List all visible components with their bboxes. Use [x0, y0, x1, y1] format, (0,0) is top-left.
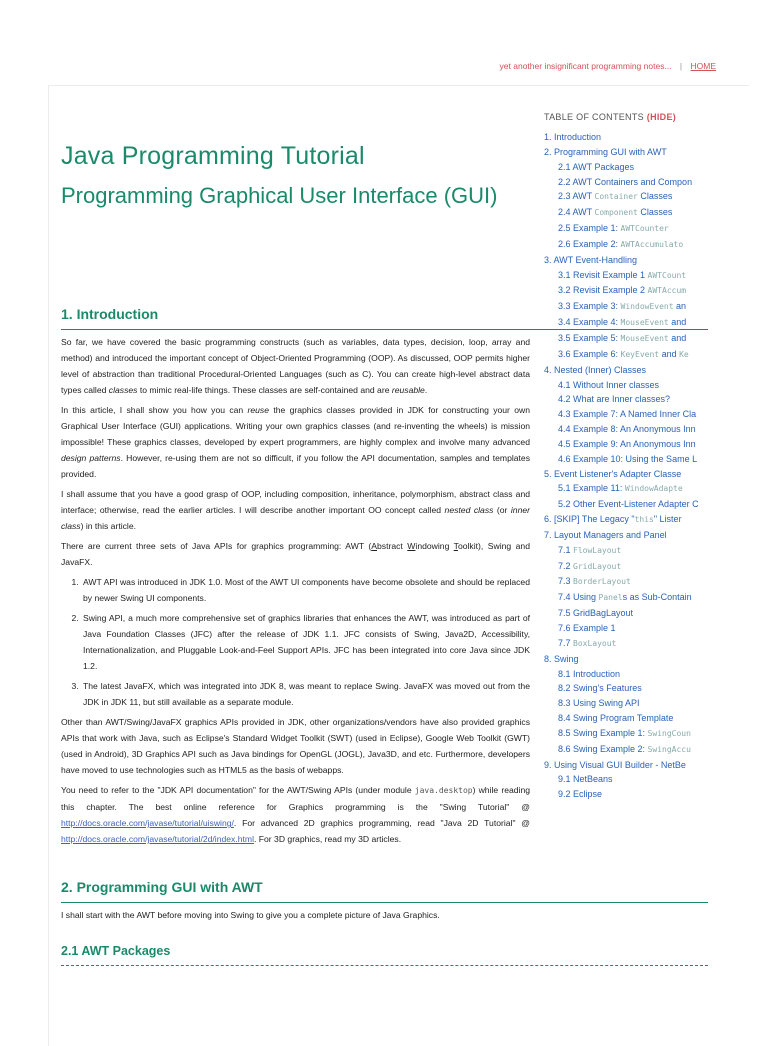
toc-link-code: SwingAccu [647, 744, 691, 754]
toc-link[interactable] [544, 315, 708, 331]
toc-link-text: 5.1 Example 11: [558, 483, 625, 494]
toc-link-text: 7.1 [558, 544, 574, 555]
topbar-separator: | [679, 61, 683, 71]
toc-link[interactable] [544, 130, 708, 145]
toc-link-text: 1. Introduction [544, 132, 602, 142]
site-topbar [500, 61, 716, 71]
toc-link[interactable] [544, 652, 708, 667]
section-awt-paragraph: I shall start with the AWT before moving into Swing to give you a complete picture of Java Graphics. [61, 910, 440, 920]
text-run: ) while reading this chapter. The best online reference for Graphics programming is the "Swing Tutorial" @ [61, 785, 531, 812]
toc-link[interactable] [544, 543, 708, 559]
section-awt-packages [61, 943, 708, 966]
toc-link-text: 2.2 AWT Containers and Compon [558, 176, 693, 187]
toc-link-code: Panel [598, 593, 623, 603]
toc-link-code: Component [594, 208, 638, 218]
page-subtitle: Programming Graphical User Interface (GUI) [61, 183, 498, 208]
intro-paragraph-3 [61, 486, 530, 534]
toc-link-text: 4.4 Example 8: An Anonymous Inn [558, 424, 696, 435]
toc-link[interactable] [544, 467, 708, 482]
list-item: 1. AWT API was introduced in JDK 1.0. Most of the AWT UI components have become obsolete and should be replaced by newer Swing UI components. [81, 574, 530, 606]
intro-paragraph-4 [61, 538, 530, 570]
toc-link-text: 9. Using Visual GUI Builder - NetBe [544, 759, 686, 770]
intro-paragraph-1 [61, 334, 530, 398]
toc-link-text: 2.6 Example 2: [558, 238, 621, 249]
toc-link[interactable] [544, 452, 708, 467]
toc-link-code: FlowLayout [573, 545, 622, 555]
text-run: . For 3D graphics, read my 3D articles. [253, 834, 402, 844]
reference-link[interactable]: http://docs.oracle.com/javase/tutorial/uiswing/ [61, 818, 234, 828]
emphasis-text: reuse [247, 405, 269, 415]
toc-link-text: an [673, 301, 687, 312]
toc-link-code: MouseEvent [620, 318, 669, 328]
toc-link-text: 2.5 Example 1: [558, 223, 621, 234]
toc-link-code: Ke [679, 349, 689, 359]
toc-link[interactable] [544, 636, 708, 652]
toc-link-text: s as Sub-Contain [622, 592, 692, 603]
text-run: So far, we have covered the basic programming constructs (such as variables, data types, decision, loop, array and method) and introduced the important concept of Object-Oriented Programming (OOP). As discussed, OOP permits higher level of abstraction than traditional Procedural-Oriented Languages (such as C). You can create high-level abstract data types called [61, 337, 530, 395]
text-run: In this article, I shall show you how you can [61, 405, 248, 415]
toc-link-code: AWTAccum [647, 286, 687, 296]
text-run: indowing [415, 541, 454, 551]
toc-link[interactable] [544, 726, 708, 742]
toc-link-text: and [659, 348, 680, 359]
text-run: I shall assume that you have a good grasp of OOP, including composition, inheritance, polymorphism, abstract class and interface; otherwise, read the earlier articles. I will describe another important OO concept called [61, 489, 530, 515]
toc-link-text: 5.2 Other Event-Listener Adapter C [558, 499, 699, 510]
toc-link-code: Container [594, 192, 638, 202]
toc-link[interactable] [544, 559, 708, 575]
toc-link[interactable] [544, 205, 708, 221]
toc-link-code: BoxLayout [573, 638, 617, 648]
toc-link[interactable] [544, 221, 708, 237]
toc-link-text: 8.4 Swing Program Template [558, 713, 674, 724]
toc-link-text: 7.5 GridBagLayout [558, 608, 634, 619]
toc-link-text: 7.3 [558, 576, 574, 587]
toc-link[interactable] [544, 681, 708, 696]
section-awt [61, 878, 708, 923]
list-item: 2. Swing API, a much more comprehensive set of graphics libraries that enhances the AWT, was introduced as part of Java Foundation Classes (JFC) after the release of JDK 1.1. JFC consists of Swing, Java2D, Accessibility, Internationalization, and Pluggable Look-and-Feel Support APIs. JFC has been integrated into core Java since JDK 1.2. [81, 610, 530, 674]
toc-link[interactable] [544, 590, 708, 606]
intro-paragraph-2 [61, 402, 530, 482]
toc-link-text: 8.3 Using Swing API [558, 698, 640, 709]
reference-link[interactable]: http://docs.oracle.com/javase/tutorial/2d/index.html [61, 834, 254, 844]
text-run: bstract [377, 541, 408, 551]
toc-link-text: 8.2 Swing's Features [558, 683, 642, 694]
toc-link-text: 8.6 Swing Example 2: [558, 743, 648, 754]
toc-link[interactable] [544, 696, 708, 711]
toc-link[interactable] [544, 497, 708, 512]
toc-link[interactable] [544, 237, 708, 253]
toc-link[interactable] [544, 378, 708, 393]
toc-link[interactable] [544, 667, 708, 682]
toc-link-text: 4.6 Example 10: Using the Same L [558, 453, 698, 464]
toc-link[interactable] [544, 711, 708, 726]
toc-link-text: 3.4 Example 4: [558, 317, 621, 328]
toc-link[interactable] [544, 621, 708, 636]
toc-link[interactable] [544, 363, 708, 378]
emphasis-text: design patterns [61, 453, 121, 463]
toc-link[interactable] [544, 392, 708, 407]
article-header [61, 140, 530, 211]
toc-link-code: GridLayout [573, 561, 622, 571]
toc-link-text: " Lister [653, 514, 682, 525]
toc-link-text: 7.2 [558, 560, 574, 571]
text-run: ) in this article. [80, 521, 136, 531]
section-heading-awt-packages: 2.1 AWT Packages [61, 943, 708, 966]
text-run: . For advanced 2D graphics programming, read "Java 2D Tutorial" @ [233, 818, 530, 828]
toc-link-text: 7.4 Using [558, 592, 599, 603]
toc-link[interactable] [544, 481, 708, 497]
toc-link-text: 7. Layout Managers and Panel [544, 529, 667, 540]
section-heading-introduction: 1. Introduction [61, 305, 708, 330]
text-run: There are current three sets of Java APIs for graphics programming: AWT ( [61, 541, 372, 551]
toc-link-text: 3.1 Revisit Example 1 [558, 269, 648, 280]
toc-hide-toggle[interactable]: (HIDE) [646, 112, 677, 122]
emphasis-text: nested class [444, 505, 494, 515]
table-of-contents [544, 111, 708, 802]
toc-link-code: WindowEvent [620, 302, 674, 312]
toc-link[interactable] [544, 407, 708, 422]
toc-link[interactable] [544, 772, 708, 787]
toc-link[interactable] [544, 606, 708, 621]
home-link[interactable]: HOME [690, 61, 716, 71]
toc-link-text: 9.1 NetBeans [558, 774, 613, 785]
toc-link-text: 6. [SKIP] The Legacy " [544, 514, 635, 525]
page-title: Java Programming Tutorial [61, 142, 365, 170]
toc-link-text: 3.3 Example 3: [558, 301, 621, 312]
intro-paragraph-6 [61, 782, 530, 847]
underlined-letter: T [453, 541, 458, 551]
toc-link[interactable] [544, 145, 708, 160]
intro-body [61, 334, 530, 847]
toc-link[interactable] [544, 268, 708, 284]
toc-link-text: 3.2 Revisit Example 2 [558, 285, 648, 296]
underlined-letter: A [371, 541, 378, 551]
toc-link-text: Classes [637, 191, 673, 202]
emphasis-text: inner class [61, 505, 530, 531]
toc-link-code: WindowAdapte [624, 484, 683, 494]
emphasis-text: classes [108, 385, 138, 395]
toc-link[interactable] [544, 347, 708, 363]
toc-link-text: 4.1 Without Inner classes [558, 379, 660, 390]
text-run: the graphics classes provided in JDK for constructing your own Graphical User Interface (GUI) applications. Writing your own graphics classes (and re-inventing the wheels) is mission impossible! These graphics classes, developed by expert programmers, are highly complex and involve many advanced [61, 405, 530, 447]
toc-link-text: 2. Programming GUI with AWT [544, 146, 667, 157]
text-run: You need to refer to the "JDK API documentation" for the AWT/Swing APIs (under module [61, 785, 415, 795]
toc-link-text: 7.6 Example 1 [558, 623, 616, 633]
text-run: Other than AWT/Swing/JavaFX graphics APIs provided in JDK, other organizations/vendors have also provided graphics APIs that work with Java, such as Eclipse's Standard Widget Toolkit (SWT) (used in Eclipse), Google Web Toolkit (GWT) (used in Android), 3D Graphics API such as Java bindings for OpenGL (JOGL), Java3D, and etc. Furthermore, developers have moved to use technologies such as HTML5 as the basis of webapps. [61, 717, 530, 775]
toc-link-text: 4.3 Example 7: A Named Inner Cla [558, 409, 697, 420]
toc-link[interactable] [544, 528, 708, 543]
toc-link-text: 2.1 AWT Packages [558, 161, 635, 172]
site-tagline: yet another insignificant programming notes... [499, 61, 672, 71]
toc-link-text: 2.4 AWT [558, 207, 595, 218]
toc-header [544, 111, 708, 123]
toc-link[interactable] [544, 160, 708, 175]
toc-link-text: 2.3 AWT [558, 191, 595, 202]
toc-link-text: and [668, 317, 687, 328]
toc-link-text: 7.7 [558, 637, 574, 648]
toc-link-text: 4.5 Example 9: An Anonymous Inn [558, 438, 696, 449]
toc-link-text: 3.5 Example 5: [558, 332, 621, 343]
underlined-letter: W [407, 541, 416, 551]
toc-link-text: 3.6 Example 6: [558, 348, 621, 359]
toc-link-text: 5. Event Listener's Adapter Classe [544, 468, 682, 479]
toc-link-text: Classes [637, 207, 673, 218]
toc-link-text: 8.5 Swing Example 1: [558, 727, 648, 738]
toc-link-text: 8.1 Introduction [558, 668, 621, 679]
toc-link[interactable] [544, 331, 708, 347]
toc-link-code: MouseEvent [620, 333, 669, 343]
toc-link[interactable] [544, 422, 708, 437]
emphasis-text: reusable [391, 385, 425, 395]
toc-link-text: and [668, 332, 687, 343]
toc-link-code: AWTCount [647, 270, 687, 280]
toc-link[interactable] [544, 175, 708, 190]
toc-link-code: KeyEvent [620, 349, 660, 359]
toc-link-text: 4.2 What are Inner classes? [558, 394, 671, 405]
toc-link[interactable] [544, 283, 708, 299]
toc-link[interactable] [544, 189, 708, 205]
text-run: . [424, 385, 428, 395]
text-run: to mimic real-life things. These classes are self-contained and are [137, 385, 392, 395]
toc-link-code: SwingCoun [647, 728, 691, 738]
intro-paragraph-5 [61, 714, 530, 778]
text-run: oolkit), Swing and JavaFX. [61, 541, 530, 567]
list-item: 3. The latest JavaFX, which was integrated into JDK 8, was meant to replace Swing. JavaFX was moved out from the JDK in JDK 11, but still available as a separate module. [81, 678, 530, 710]
toc-link-text: 4. Nested (Inner) Classes [544, 364, 647, 375]
graphics-api-list [61, 574, 530, 710]
toc-link[interactable] [544, 437, 708, 452]
toc-link-code: this [634, 515, 654, 525]
toc-link[interactable] [544, 512, 708, 528]
toc-link-code: BorderLayout [573, 577, 631, 587]
toc-link[interactable] [544, 299, 708, 315]
toc-link[interactable] [544, 742, 708, 758]
toc-link-text: 9.2 Eclipse [558, 789, 603, 800]
toc-link-code: AWTCounter [620, 224, 669, 234]
toc-link[interactable] [544, 253, 708, 268]
inline-code: java.desktop [414, 786, 473, 795]
toc-title: TABLE OF CONTENTS [544, 112, 644, 122]
toc-link[interactable] [544, 574, 708, 590]
text-run: . However, re-using them are not so difficult, if you follow the API documentation, samples and templates provided. [61, 453, 531, 479]
section-heading-awt: 2. Programming GUI with AWT [61, 878, 708, 903]
toc-list [544, 130, 708, 802]
text-run: (or [493, 505, 511, 515]
toc-link[interactable] [544, 787, 708, 802]
toc-link-code: AWTAccumulato [620, 239, 684, 249]
toc-link[interactable] [544, 758, 708, 773]
toc-link-text: 3. AWT Event-Handling [544, 254, 638, 265]
toc-link-text: 8. Swing [544, 653, 579, 664]
